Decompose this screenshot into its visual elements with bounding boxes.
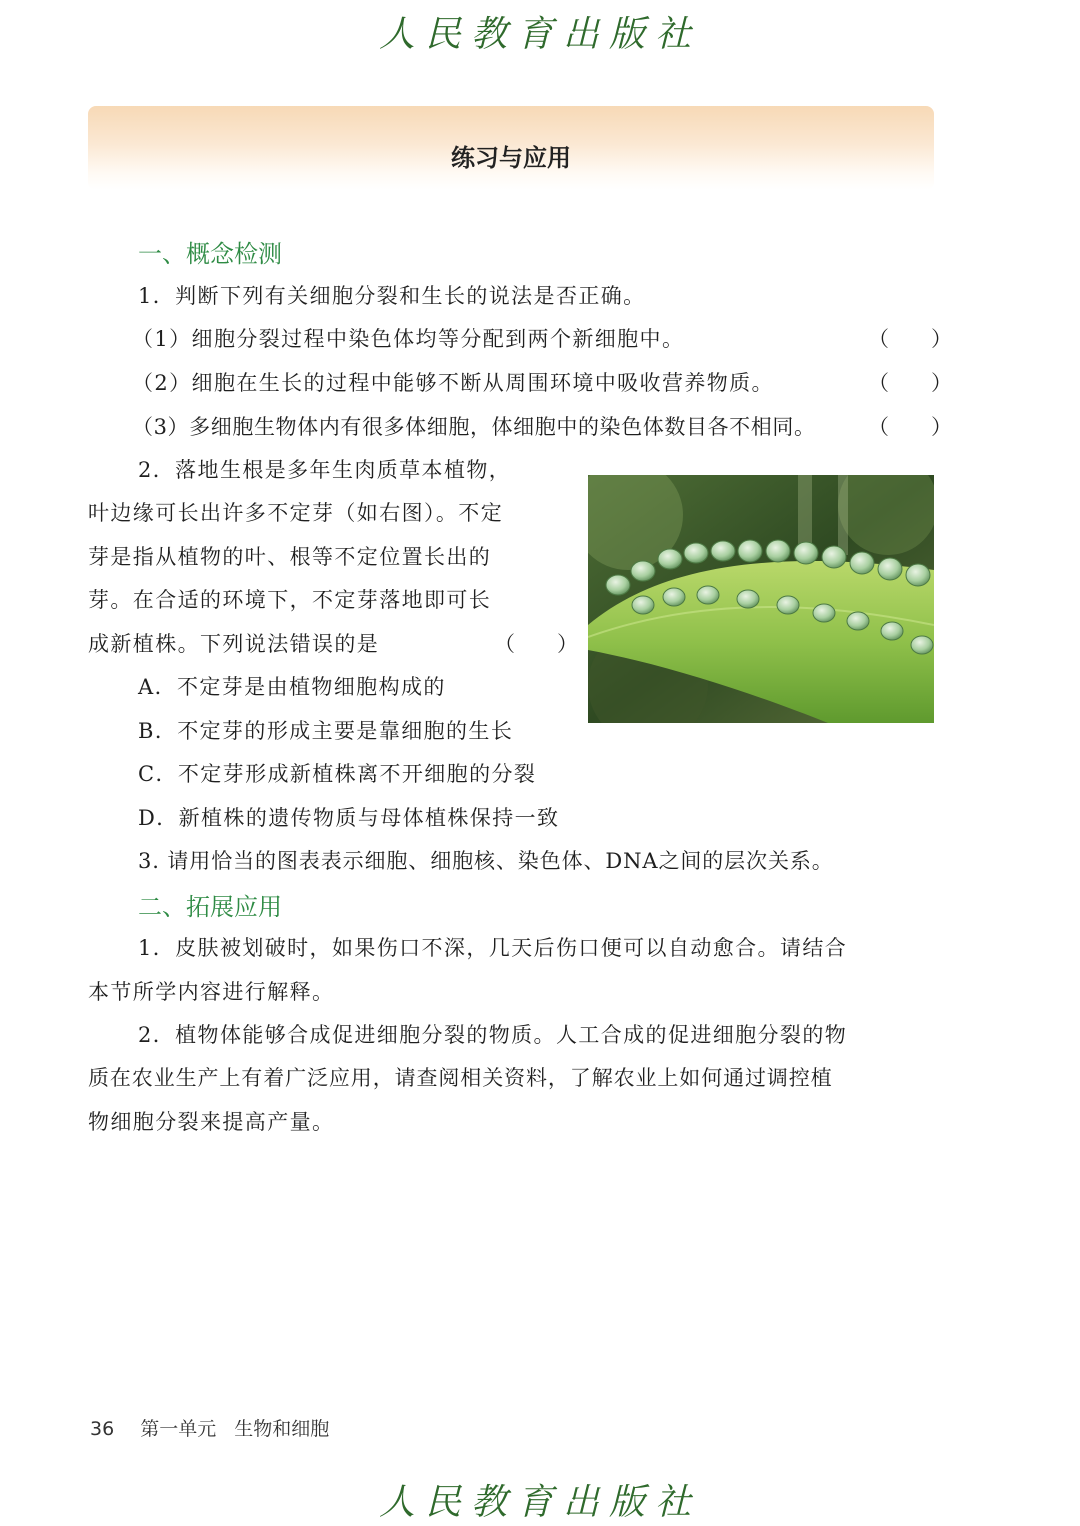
section-heading-concept-check: 一、概念检测 [138,240,282,268]
s2-q2-line-3: 物细胞分裂来提高产量。 [88,1110,335,1134]
unit-title: 生物和细胞 [234,1418,330,1440]
banner-title: 练习与应用 [451,144,571,172]
answer-bracket-q2: （ ） [494,632,578,656]
s2-q2-line-1: 2．植物体能够合成促进细胞分裂的物质。人工合成的促进细胞分裂的物 [138,1023,848,1047]
q1-stem: 1．判断下列有关细胞分裂和生长的说法是否正确。 [138,284,646,308]
page-number: 36 [90,1418,115,1440]
q1-item-1: （1）细胞分裂过程中染色体均等分配到两个新细胞中。 [132,327,685,351]
s2-q1-line-1: 1．皮肤被划破时，如果伤口不深，几天后伤口便可以自动愈合。请结合 [138,936,848,960]
q2-option-c: C．不定芽形成新植株离不开细胞的分裂 [138,762,537,786]
s2-q1-line-2: 本节所学内容进行解释。 [88,980,335,1004]
plant-photo-bryophyllum [588,475,934,723]
q2-line-2: 叶边缘可长出许多不定芽（如右图）。不定 [88,501,504,525]
publisher-watermark-top: 人民教育出版社 [378,14,701,55]
q2-line-1: 2．落地生根是多年生肉质草本植物， [138,458,512,482]
unit-label: 第一单元 [140,1418,217,1440]
q2-option-b: B．不定芽的形成主要是靠细胞的生长 [138,719,514,743]
q1-item-2: （2）细胞在生长的过程中能够不断从周围环境中吸收营养物质。 [132,371,774,395]
q2-line-3: 芽是指从植物的叶、根等不定位置长出的 [88,545,492,569]
page-footer [90,1414,329,1441]
answer-bracket-q1-1: （ ） [868,327,952,351]
section-heading-extended-application: 二、拓展应用 [138,893,282,921]
exercise-banner [88,106,934,190]
q2-option-a: A．不定芽是由植物细胞构成的 [138,675,446,699]
publisher-watermark-bottom: 人民教育出版社 [378,1482,701,1523]
s2-q2-line-2: 质在农业生产上有着广泛应用，请查阅相关资料，了解农业上如何通过调控植 [88,1066,833,1090]
q2-line-5: 成新植株。下列说法错误的是 [88,632,380,656]
answer-bracket-q1-2: （ ） [868,371,952,395]
q1-item-3: （3）多细胞生物体内有很多体细胞，体细胞中的染色体数目各不相同。 [132,415,816,439]
q3-text: 3. 请用恰当的图表表示细胞、细胞核、染色体、DNA之间的层次关系。 [138,849,834,873]
q2-option-d: D．新植株的遗传物质与母体植株保持一致 [138,806,560,830]
q2-line-4: 芽。在合适的环境下，不定芽落地即可长 [88,588,492,612]
answer-bracket-q1-3: （ ） [868,415,952,439]
